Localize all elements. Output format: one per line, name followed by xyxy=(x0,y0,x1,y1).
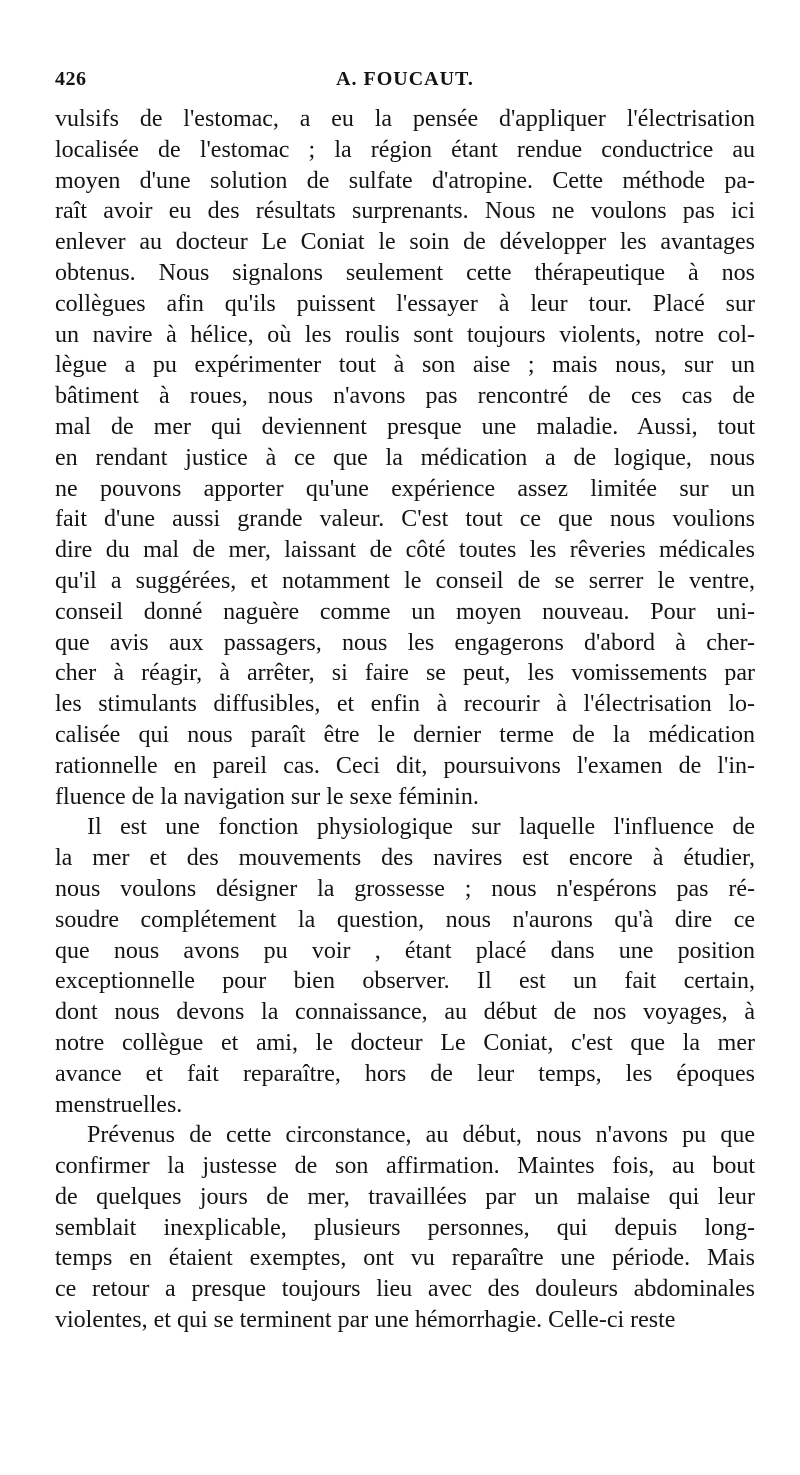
text-line: moyen d'une solution de sulfate d'atropine. Cette méthode pa- xyxy=(55,167,755,194)
page-header xyxy=(55,68,755,98)
text-line: ne pouvons apporter qu'une expérience assez limitée sur un xyxy=(55,475,755,502)
text-line: de quelques jours de mer, travaillées par un malaise qui leur xyxy=(55,1183,755,1210)
text-line: en rendant justice à ce que la médication a de logique, nous xyxy=(55,444,755,471)
text-line: enlever au docteur Le Coniat le soin de développer les avantages xyxy=(55,229,755,256)
text-line: nous voulons désigner la grossesse ; nous n'espérons pas ré- xyxy=(55,875,755,902)
paragraph xyxy=(55,104,755,812)
text-line: que avis aux passagers, nous les engagerons d'abord à cher- xyxy=(55,629,755,656)
text-line: violentes, et qui se terminent par une hémorrhagie. Celle-ci reste xyxy=(55,1307,676,1334)
text-line: dire du mal de mer, laissant de côté toutes les rêveries médicales xyxy=(55,537,755,564)
body-text xyxy=(55,104,755,1336)
text-line: calisée qui nous paraît être le dernier terme de la médication xyxy=(55,721,755,748)
text-line: semblait inexplicable, plusieurs personnes, qui depuis long- xyxy=(55,1214,755,1241)
text-line: ce retour a presque toujours lieu avec des douleurs abdominales xyxy=(55,1276,755,1303)
text-line: fluence de la navigation sur le sexe féminin. xyxy=(55,783,479,810)
text-line: exceptionnelle pour bien observer. Il est un fait certain, xyxy=(55,968,755,995)
text-line: Prévenus de cette circonstance, au début, nous n'avons pu que xyxy=(87,1122,755,1149)
text-line: Il est une fonction physiologique sur laquelle l'influence de xyxy=(87,814,755,841)
text-line: obtenus. Nous signalons seulement cette thérapeutique à nos xyxy=(55,259,755,286)
text-line: cher à réagir, à arrêter, si faire se peut, les vomissements par xyxy=(55,660,755,687)
text-line: fait d'une aussi grande valeur. C'est tout ce que nous voulions xyxy=(55,506,755,533)
text-line: soudre complétement la question, nous n'aurons qu'à dire ce xyxy=(55,906,755,933)
text-line: la mer et des mouvements des navires est encore à étudier, xyxy=(55,845,755,872)
text-line: avance et fait reparaître, hors de leur temps, les époques xyxy=(55,1060,755,1087)
text-line: que nous avons pu voir , étant placé dans une position xyxy=(55,937,755,964)
text-line: notre collègue et ami, le docteur Le Coniat, c'est que la mer xyxy=(55,1029,755,1056)
text-line: lègue a pu expérimenter tout à son aise ; mais nous, sur un xyxy=(55,352,755,379)
page-number: 426 xyxy=(55,68,87,90)
text-line: vulsifs de l'estomac, a eu la pensée d'appliquer l'électrisation xyxy=(55,106,755,132)
text-line: les stimulants diffusibles, et enfin à recourir à l'électrisation lo- xyxy=(55,691,755,718)
text-line: confirmer la justesse de son affirmation. Maintes fois, au bout xyxy=(55,1153,755,1180)
paragraph xyxy=(55,1120,755,1336)
text-line: un navire à hélice, où les roulis sont toujours violents, notre col- xyxy=(55,321,755,348)
text-line: raît avoir eu des résultats surprenants. Nous ne voulons pas ici xyxy=(55,198,755,225)
text-line: localisée de l'estomac ; la région étant rendue conductrice au xyxy=(55,136,755,163)
text-line: collègues afin qu'ils puissent l'essayer à leur tour. Placé sur xyxy=(55,290,755,317)
paragraph xyxy=(55,812,755,1120)
text-line: rationnelle en pareil cas. Ceci dit, poursuivons l'examen de l'in- xyxy=(55,752,755,779)
text-line: qu'il a suggérées, et notamment le conseil de se serrer le ventre, xyxy=(55,567,755,594)
text-line: mal de mer qui deviennent presque une maladie. Aussi, tout xyxy=(55,413,755,440)
text-line: menstruelles. xyxy=(55,1091,183,1118)
text-line: temps en étaient exemptes, ont vu reparaître une période. Mais xyxy=(55,1245,755,1272)
text-line: dont nous devons la connaissance, au début de nos voyages, à xyxy=(55,999,755,1026)
running-head: A. FOUCAUT. xyxy=(336,68,474,90)
text-line: bâtiment à roues, nous n'avons pas rencontré de ces cas de xyxy=(55,383,755,410)
text-line: conseil donné naguère comme un moyen nouveau. Pour uni- xyxy=(55,598,755,625)
